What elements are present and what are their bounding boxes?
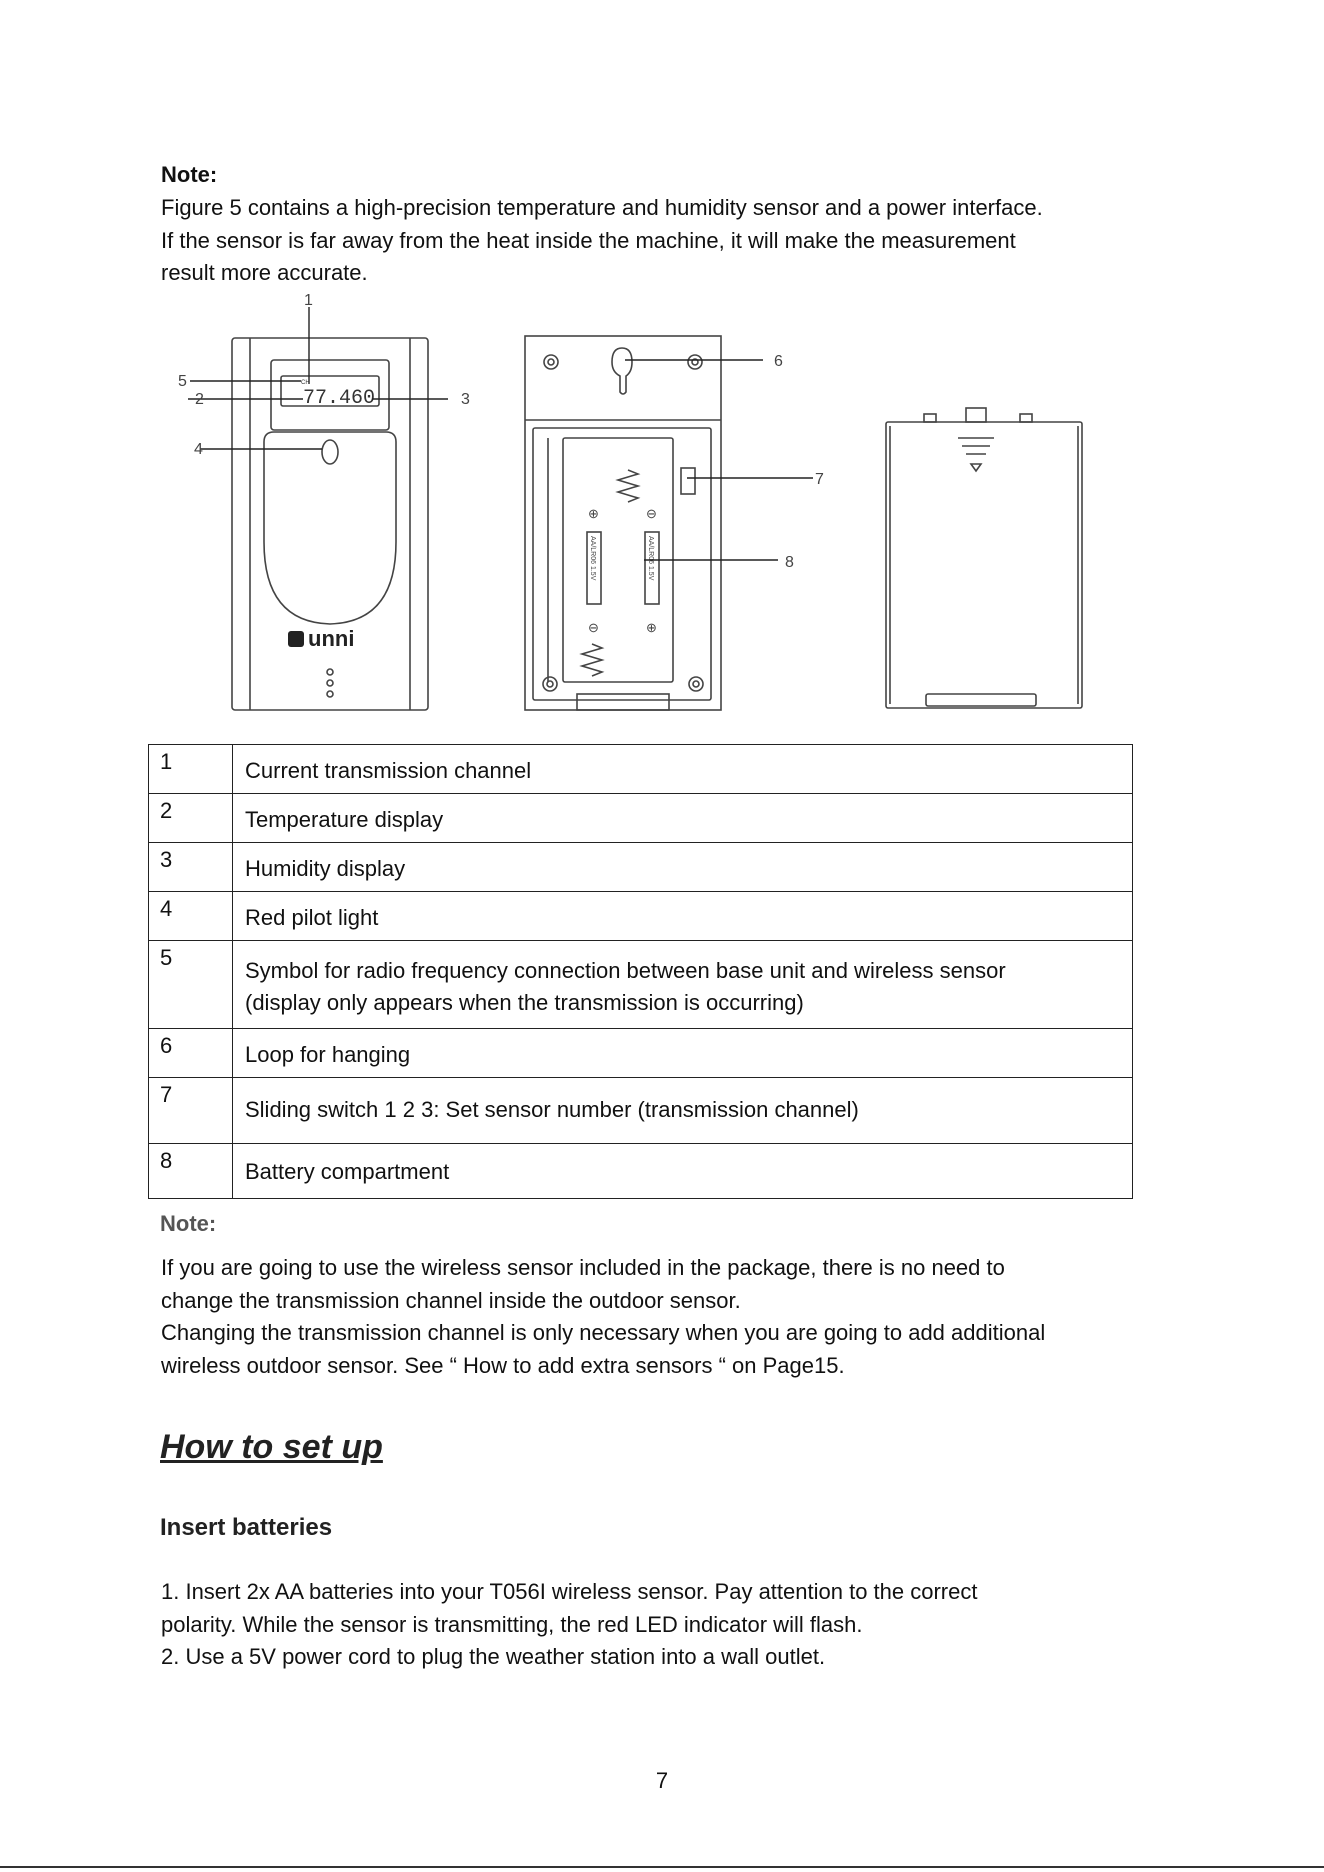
setup-instructions [161, 1576, 1181, 1674]
row-description-line: (display only appears when the transmission is occurring) [245, 990, 804, 1015]
table-row [149, 941, 1133, 1029]
battery-label-2: AA/LR06 1.5V [647, 536, 654, 581]
note-line: If you are going to use the wireless sensor included in the package, there is no need to [161, 1255, 1005, 1280]
instruction-line: polarity. While the sensor is transmitting, the red LED indicator will flash. [161, 1611, 863, 1637]
row-description: Loop for hanging [233, 1029, 1133, 1078]
row-number: 4 [149, 892, 233, 941]
callout-5: 5 [178, 373, 187, 390]
row-description: Humidity display [233, 843, 1133, 892]
table-row [149, 892, 1133, 941]
legend-table [148, 744, 1133, 1199]
callout-7: 7 [815, 471, 824, 488]
display-reading: 77.460 [303, 387, 376, 410]
table-row [149, 1144, 1133, 1199]
section-title: How to set up [160, 1428, 383, 1466]
callout-2: 2 [195, 391, 204, 408]
note-paragraph [161, 192, 1181, 290]
page-number: 7 [655, 1768, 669, 1793]
svg-text:⊕: ⊕ [588, 506, 599, 521]
row-description: Red pilot light [233, 892, 1133, 941]
row-number: 7 [149, 1078, 233, 1144]
sensor-back-view [525, 336, 721, 710]
row-description: Sliding switch 1 2 3: Set sensor number (transmission channel) [233, 1078, 1133, 1144]
svg-text:⊖: ⊖ [588, 620, 599, 635]
table-row [149, 745, 1133, 794]
row-number: 5 [149, 941, 233, 1029]
table-row [149, 1029, 1133, 1078]
row-description: Temperature display [233, 794, 1133, 843]
row-number: 8 [149, 1144, 233, 1199]
note-line: wireless outdoor sensor. See “ How to add extra sensors “ on Page15. [161, 1352, 845, 1378]
callout-8: 8 [785, 554, 794, 571]
battery-cover-view [886, 408, 1082, 708]
note-label: Note: [160, 1211, 217, 1236]
callout-1: 1 [304, 292, 313, 309]
note-line: If the sensor is far away from the heat inside the machine, it will make the measurement [161, 227, 1016, 253]
brand-name: unni [308, 626, 355, 651]
bottom-divider [0, 1866, 1324, 1868]
table-row [149, 794, 1133, 843]
table-row [149, 843, 1133, 892]
row-number: 3 [149, 843, 233, 892]
callout-3: 3 [461, 391, 470, 408]
row-number: 6 [149, 1029, 233, 1078]
svg-text:⊕: ⊕ [646, 620, 657, 635]
row-description: Battery compartment [233, 1144, 1133, 1199]
instruction-line: 1. Insert 2x AA batteries into your T056I wireless sensor. Pay attention to the correct [161, 1579, 978, 1604]
row-description-line: Symbol for radio frequency connection between base unit and wireless sensor [245, 958, 1006, 983]
row-number: 2 [149, 794, 233, 843]
row-description: Current transmission channel [233, 745, 1133, 794]
battery-label-1: AA/LR06 1.5V [589, 536, 596, 581]
row-description [233, 941, 1133, 1029]
callout-6: 6 [774, 353, 783, 370]
note-line: result more accurate. [161, 260, 368, 285]
brand-logo-icon [288, 631, 304, 647]
note-line: Figure 5 contains a high-precision temperature and humidity sensor and a power interface. [161, 195, 1043, 220]
svg-text:⊖: ⊖ [646, 506, 657, 521]
note-line: Changing the transmission channel is only necessary when you are going to add additional [161, 1320, 1046, 1345]
callout-4: 4 [194, 441, 203, 458]
note-paragraph [161, 1252, 1181, 1382]
subsection-title: Insert batteries [160, 1514, 333, 1541]
display-channel: CH [301, 380, 310, 386]
row-number: 1 [149, 745, 233, 794]
table-row [149, 1078, 1133, 1144]
note-label: Note: [161, 162, 218, 187]
instruction-line: 2. Use a 5V power cord to plug the weather station into a wall outlet. [161, 1644, 826, 1669]
sensor-figure [160, 292, 1120, 722]
note-line: change the transmission channel inside the outdoor sensor. [161, 1287, 741, 1313]
